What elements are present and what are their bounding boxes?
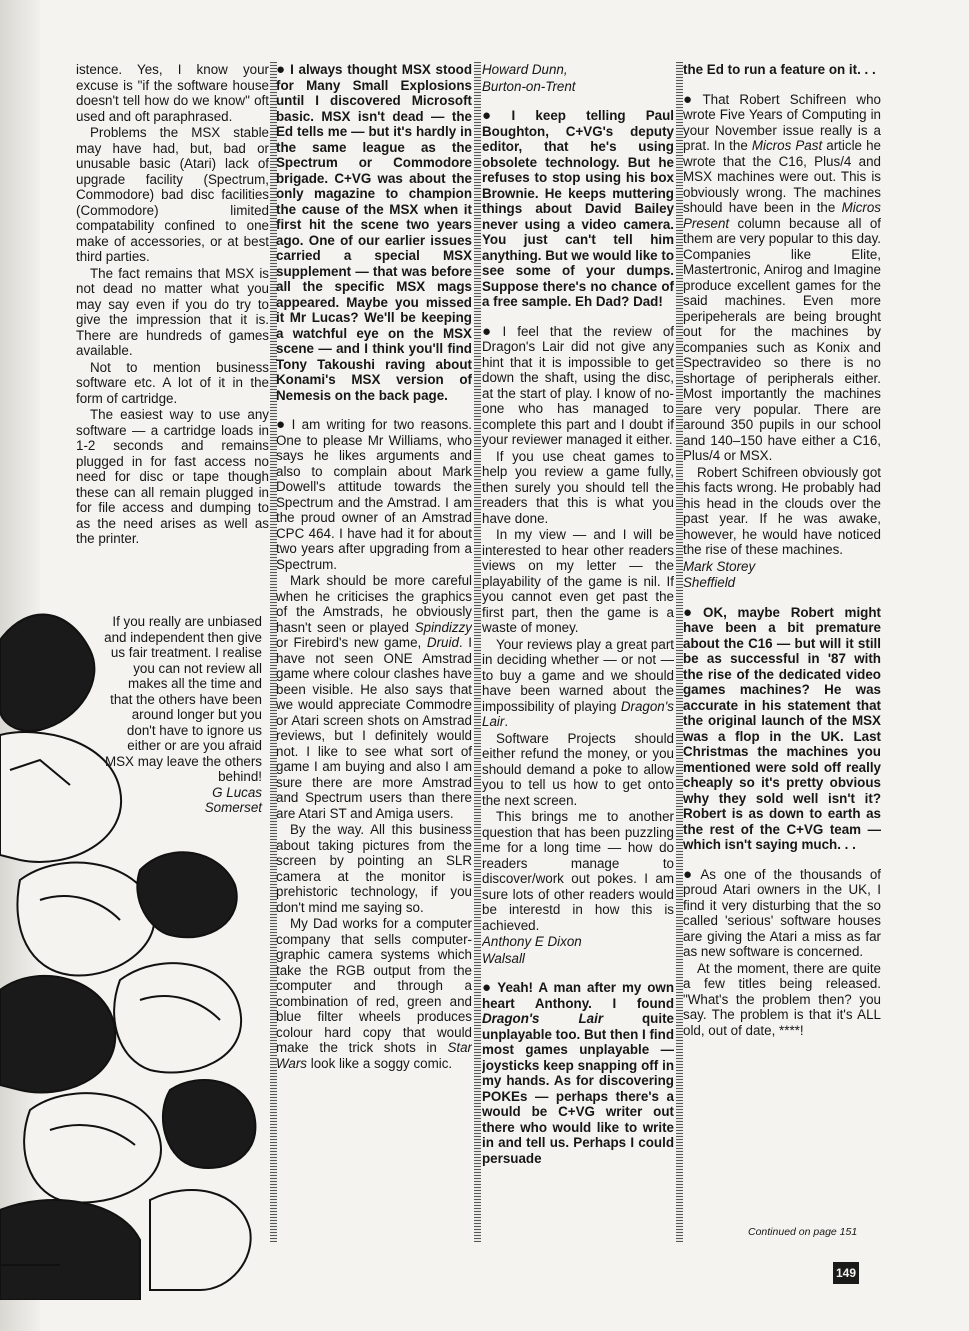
film-title: Star Wars — [276, 1040, 472, 1071]
letter-signature-name: Mark Storey — [683, 558, 756, 574]
editor-reply — [482, 108, 674, 310]
letter-paragraph — [482, 324, 674, 448]
bullet-icon: ● — [482, 979, 494, 996]
column-1-wrapped-text — [104, 614, 262, 816]
letter-paragraph: This brings me to another question that has been puzzling me for a long time — how do readers manage to discover/work out pokes. I am sure lots of other readers would be interestd in how this is achieved. — [482, 809, 674, 933]
paragraph: istence. Yes, I know your excuse is "if the software house doesn't tell how do we know" oft used and oft paraphrased. — [76, 62, 269, 124]
page-number: 149 — [833, 1262, 859, 1284]
column-title: Micros Present — [683, 200, 881, 231]
letter-paragraph: Software Projects should either refund the money, or you should demand a poke to allow you to tell us how to get onto the next screen. — [482, 730, 674, 808]
text-run: quite unplayable too. But then I find most games unplayable — joysticks keep snapping off in my hands. As for discovering POKEs — perhaps there's a would be C+VG writer out there who would like to write in and tell us. Perhaps I could persuade — [482, 1011, 674, 1166]
letter-paragraph — [683, 867, 881, 960]
article-title: Micros Past — [751, 138, 823, 153]
text-run: or Firebird's new game, — [276, 635, 427, 650]
text-run: Your reviews play a great part in deciding whether — or not — to buy a game and we should have been warned about the impossibility of playing — [482, 636, 674, 714]
game-title: Dragon's Lair — [482, 698, 674, 729]
bullet-icon: ● — [482, 322, 499, 340]
bullet-icon: ● — [276, 416, 288, 433]
column-2 — [276, 62, 472, 1242]
bullet-icon: ● — [683, 865, 697, 883]
text-run: . I have not seen ONE Amstrad game where colour clashes have been visible. He also says that we would appreciate Commodre or Atari screen shots on Amstrad reviews, but I definitely would not. I like to see what sort of game I am buying and also I am sure there are more Amstrad and Spectrum users than there are Atari ST and Amiga users. — [276, 635, 472, 821]
letter-text: I am writing for two reasons. One to please Mr Williams, who says he likes arguments and also to complain about Mark Dowell's attitude towards the Spectrum and the Amstrad. I am the proud owner of an Amstrad CPC 464. I have had it for about two years after upgrading from a Spectrum. — [276, 417, 472, 572]
column-rule — [474, 62, 481, 1242]
letter-paragraph: Robert Schifreen obviously got his facts wrong. He probably had his head in the clouds over the past year. If he was awake, however, he would have noticed the rise of these machines. — [683, 464, 881, 557]
editor-reply — [683, 605, 881, 853]
column-3 — [482, 62, 674, 1242]
text-run: column because all of them are very popular to this day. Companies like Elite, Mastertronic, Anirog and Imagine produce excellent games for the said machines. Even more peripeherals are being brought out for the machines by companies such as Konix and Spectravideo so there is no shortage of peripherals either. Most importantly the machines are very popular. There are around 350 pupils in our school and 140–150 have either a C16, Plus/4 or MSX. — [683, 215, 881, 463]
bullet-icon: ● — [482, 107, 508, 124]
letter-paragraph: By the way. All this business about taking pictures from the screen by pointing an SLR camera at the monitor is prehistoric technology, if you don't mind me saying so. — [276, 822, 472, 915]
letter-paragraph: If you use cheat games to help you review a game fully, then surely you should tell the readers that this is what you have done. — [482, 448, 674, 526]
letter-paragraph — [276, 573, 472, 821]
text-run: That Robert Schifreen who wrote Five Years of Computing in your November issue really is a prat. In the — [683, 91, 881, 153]
paragraph: If you really are unbiased and independent then give us fair treatment. I realise you can not review all makes all the time and that the others have been around longer but you don't have to ignore us either or are you afraid MSX may leave the others behind! — [104, 614, 262, 784]
editor-reply-text: I keep telling Paul Boughton, C+VG's deputy editor, that he's using obsolete technology. But he refuses to stop using his box Brownie. He keeps muttering things about David Bailey never using a video camera. You just can't tell him anything. But we would like to see some of your dumps. Suppose there's no chance of a free sample. Eh Dad? Dad! — [482, 108, 674, 309]
bullet-icon: ● — [683, 603, 700, 621]
game-title: Dragon's Lair — [482, 1011, 604, 1026]
letter-paragraph — [683, 92, 881, 464]
editor-reply-text: I always thought MSX stood for Many Small Explosions until I discovered Microsoft basic. MSX isn't dead — the Ed tells me — but it's hardly in the same league as the Spectrum or Commodore brigade. C+VG was about the only magazine to champion the cause of the MSX when it first hit the scene two years ago. One of our earlier issues carried a special MSX supplement — that was before all the specific MSX mags appeared. Maybe you missed it Mr Lucas? We'll be keeping a watchful eye on the MSX scene — and I think you'll find Tony Takoushi raving about Konami's MSX version of Nemesis on the back page. — [276, 62, 472, 403]
letter-paragraph: In my view — and I will be interested to hear other readers views on my letter — the playability of the game is nil. If you cannot even get past the first part, then the game is a waste of money. — [482, 527, 674, 635]
text-run: . — [504, 714, 509, 729]
paragraph: Not to mention business software etc. A lot of it in the form of cartridge. — [76, 359, 269, 406]
paragraph: The easiest way to use any software — a cartridge loads in 1-2 seconds and remains plugged in for fast access no need for disc or tape though these can all remain plugged in for file access and dumping to as the need arises as well as the printer. — [76, 407, 269, 546]
editor-reply-continued: the Ed to run a feature on it. . . — [683, 62, 876, 77]
paragraph: The fact remains that MSX is not dead no matter what you may say even if you do try to give the impression that it is. There are hundreds of games available. — [76, 265, 269, 358]
bullet-icon: ● — [276, 62, 287, 78]
letter-signature-name: Howard Dunn, — [482, 62, 568, 77]
text-run: article he wrote that the C16, Plus/4 and MSX machines were out. This is obviously wrong. The machines should have been in the — [683, 138, 881, 215]
letter-signature-place: Burton-on-Trent — [482, 78, 576, 94]
editor-reply-text: OK, maybe Robert might have been a bit premature about the C16 — but will it still be as successful in '87 with the rise of the dedicated video games machines? He was accurate in his statement that the original launch of the MSX was a flop in the UK. Last Christmas the machines you mentioned were sold off really cheaply so it's pretty obvious why they sold well isn't it? Robert is as down to earth as the rest of the C+VG team — which isn't saying much. . . — [683, 604, 881, 852]
continued-note: Continued on page 151 — [748, 1226, 858, 1238]
column-4 — [683, 62, 881, 1242]
game-title: Spindizzy — [414, 619, 472, 635]
letter-signature-place: Sheffield — [683, 575, 736, 590]
letter-paragraph — [276, 916, 472, 1071]
text-run: Yeah! A man after my own heart Anthony. I found — [482, 980, 674, 1011]
text-run: My Dad works for a computer company that sells computer-graphic camera systems which take the RGB output from the computer and through a combination of red, green and blue filter wheels produces colour hard copy that would make the trick shots in — [276, 916, 472, 1055]
column-rule — [676, 62, 683, 1242]
game-title: Druid — [426, 635, 459, 650]
letter-paragraph — [276, 417, 472, 572]
letter-text: I feel that the review of Dragon's Lair did not give any hint that it is impossible to get down the shaft, using the disc, at the start of play. I know of no-one who has managed to complete this part and I doubt if your reviewer managed it either. — [482, 323, 674, 447]
paragraph: Problems the MSX stable may have had, but, bad or unusable basic (Atari) lack of upgrade facility (Spectrum, Commodore) bad disc facilities (Commodore) limited compatability confined to one make of accessories, or at best third parties. — [76, 125, 269, 264]
editor-reply — [276, 62, 472, 403]
letter-signature-place: Somerset — [204, 800, 262, 815]
editor-reply — [482, 980, 674, 1166]
letter-text: As one of the thousands of proud Atari owners in the UK, I find it very disturbing that the so called 'serious' software houses are giving the Atari a miss as far as new software is concerned. — [683, 866, 881, 959]
letter-paragraph — [482, 637, 674, 730]
text-run: Mark should be more careful when he criticises the graphics of the Amstrads, he obviously hasn't seen or played — [276, 573, 472, 635]
bullet-icon: ● — [683, 90, 699, 108]
letter-signature-name: Anthony E Dixon — [482, 934, 582, 949]
letter-signature-name: G Lucas — [212, 784, 262, 800]
letter-paragraph: At the moment, there are quite a few titles being released. "What's the problem then? you say. The problem is that it's ALL old, out of date, ****! — [683, 960, 881, 1038]
letter-signature-place: Walsall — [482, 950, 525, 966]
text-run: look like a soggy comic. — [307, 1055, 453, 1071]
